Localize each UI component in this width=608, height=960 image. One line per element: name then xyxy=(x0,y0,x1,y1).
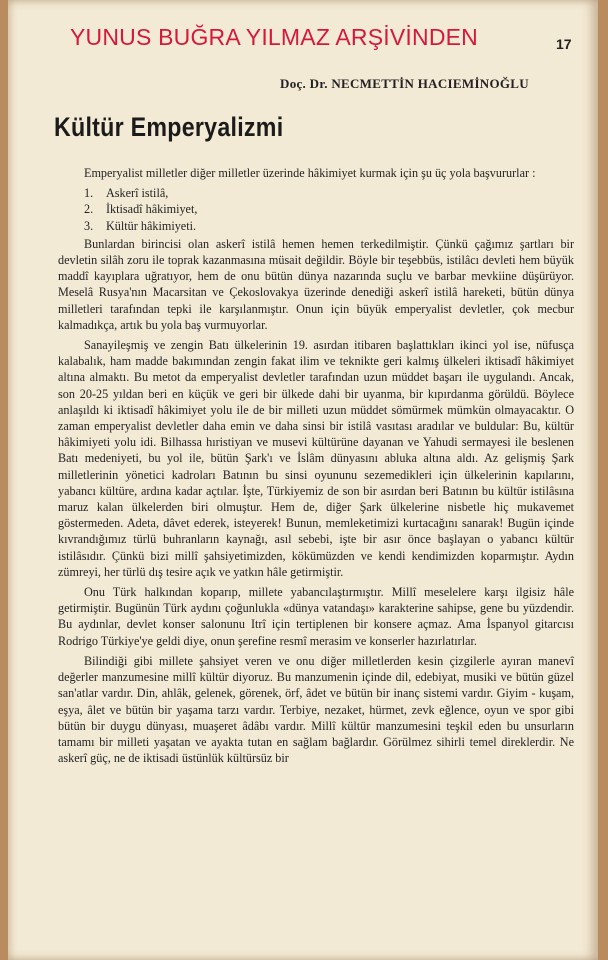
list-item-number: 1. xyxy=(84,186,94,201)
list-item xyxy=(84,185,574,201)
archive-watermark: YUNUS BUĞRA YILMAZ ARŞİVİNDEN xyxy=(70,24,478,50)
list-item-text: Askerî istilâ, xyxy=(106,186,169,201)
article-title: Kültür Emperyalizmi xyxy=(54,112,284,142)
body-paragraph: Bunlardan birincisi olan askerî istilâ hemen hemen terkedilmiştir. Çünkü çağımız şartları bir devletin silâh zoru ile toprak kazanmasına müsait değildir. Böyle bir teşebbüs, istilâcı devleti hem büyük maddî kayıplara uğratıyor, hem de onu bütün dünya nazarında suçlu ve barbar mevkiine düşürüyor. Meselâ Rusya'nın Macarsitan ve Çekoslovakya üzerinde denediği askerî istilâ hareketi, bütün dünya milletleri tarafından tepki ile karşılanmıştır. Onun için büyük emperyalist devletler, çok mecbur kalmadıkça, artık bu yola baş vurmuyorlar. xyxy=(58,236,574,332)
author-byline: Doç. Dr. NECMETTİN HACIEMİNOĞLU xyxy=(280,76,529,91)
body-paragraph: Sanayileşmiş ve zengin Batı ülkelerinin 19. asırdan itibaren başlattıkları ikinci yol ise, nüfusça kalabalık, ham madde bakımından zengin fakat ilim ve teknikte geri kalmış ülkeleri iktisadî hâkimiyet altına almaktı. Bu metot da emperyalist devletler tarafından uzun müddet başarı ile uygulandı. Ancak, son 20-25 yıldan beri en küçük ve geri bir ülkede dahi bir uyanma, bir kıpırdanma görüldü. Böylece anlaşıldı ki iktisadî hâkimiyet yolu ile de bir milleti uzun müddet sömürmek mümkün olmayacaktır. O zaman emperyalist devletler daha emin ve daha sinsi bir istilâ vasıtası aradılar ve buldular: Bu, kültür hâkimiyeti yolu idi. Bilhassa hıristiyan ve musevi kültürüne dayanan ve Yahudi sermayesi ile beslenen Batı medeniyeti, bu yol ile, bütün Şark'ı ve İslâm dünyasını abluka altına aldı. Az gelişmiş Şark milletlerinin yönetici kadroları Batının bu sinsi oyununu sezemedikleri için ülkelerinin kapılarını, yabancı kültüre, ardına kadar açtılar. İşte, Türkiyemiz de son bir asırdan beri Batının bu kültür istilâsına maruz kalan ülkelerden biri olmuştur. Hem de, diğer Şark ülkelerine nisbetle hiç mukavemet göstermeden. Adeta, dâvet ederek, isteyerek! Bunun, memleketimizi kurtacağını sanarak! Bugün içinde kıvrandığımız türlü buhranların kaynağı, asıl sebebi, işte bir asır önce başlayan o yabancı kültür istilâsıdır. Çünkü bizi millî şahsiyetimizden, kökümüzden ve kendi kendimizden koparmıştır. Aydın zümreyi, her türlü dış tesire açık ve yatkın hâle getirmiştir. xyxy=(58,338,574,579)
page-number: 17 xyxy=(556,36,572,52)
body-paragraph: Bilindiği gibi millete şahsiyet veren ve onu diğer milletlerden kesin çizgilerle ayıran manevî değerler manzumesine millî kültür diyoruz. Bu manzumenin içinde dil, edebiyat, musiki ve bütün güzel san'atlar vardır. Din, ahlâk, gelenek, görenek, örf, âdet ve bütün bir inanç sistemi vardır. Giyim - kuşam, eşya, âlet ve bütün bir yaşama tarzı vardır. Terbiye, nezaket, hürmet, zevk eğlence, oyun ve spor gibi bütün bir duygu dünyası, muaşeret âdâbı vardır. Millî kültür manzumesini teşkil eden bu unsurların tamamı bir milleti yaşatan ve ayakta tutan en sağlam bağlardır. Görülmez sihirli temel direklerdir. Ne askerî güç, ne de iktisadi üstünlük kültürsüz bir xyxy=(58,653,574,766)
list-item-number: 3. xyxy=(84,218,94,233)
list-item xyxy=(84,201,574,217)
magazine-page xyxy=(8,0,598,960)
list-item-text: İktisadî hâkimiyet, xyxy=(106,202,198,217)
list-item xyxy=(84,218,574,234)
list-item-text: Kültür hâkimiyeti. xyxy=(106,218,197,233)
list-item-number: 2. xyxy=(84,202,94,217)
intro-paragraph: Emperyalist milletler diğer milletler üzerinde hâkimiyet kurmak için şu üç yola başvururlar : xyxy=(84,166,536,180)
methods-list xyxy=(58,185,574,234)
article-body xyxy=(58,165,574,770)
body-paragraph: Onu Türk halkından koparıp, millete yabancılaştırmıştır. Millî meselelere karşı ilgisiz hâle getirmiştir. Bugünün Türk aydını çoğunlukla «dünya vatandaşı» karakterine sahipse, gene bu yüzdendir. Bu aydınlar, devlet konser salonunu Itrî için tertiplenen bir konsere açmaz. Ama İspanyol gitarcısı Rodrigo Türkiye'ye geldi diye, onun şerefine resmî merasim ve konserler hazırlatırlar. xyxy=(58,585,574,648)
